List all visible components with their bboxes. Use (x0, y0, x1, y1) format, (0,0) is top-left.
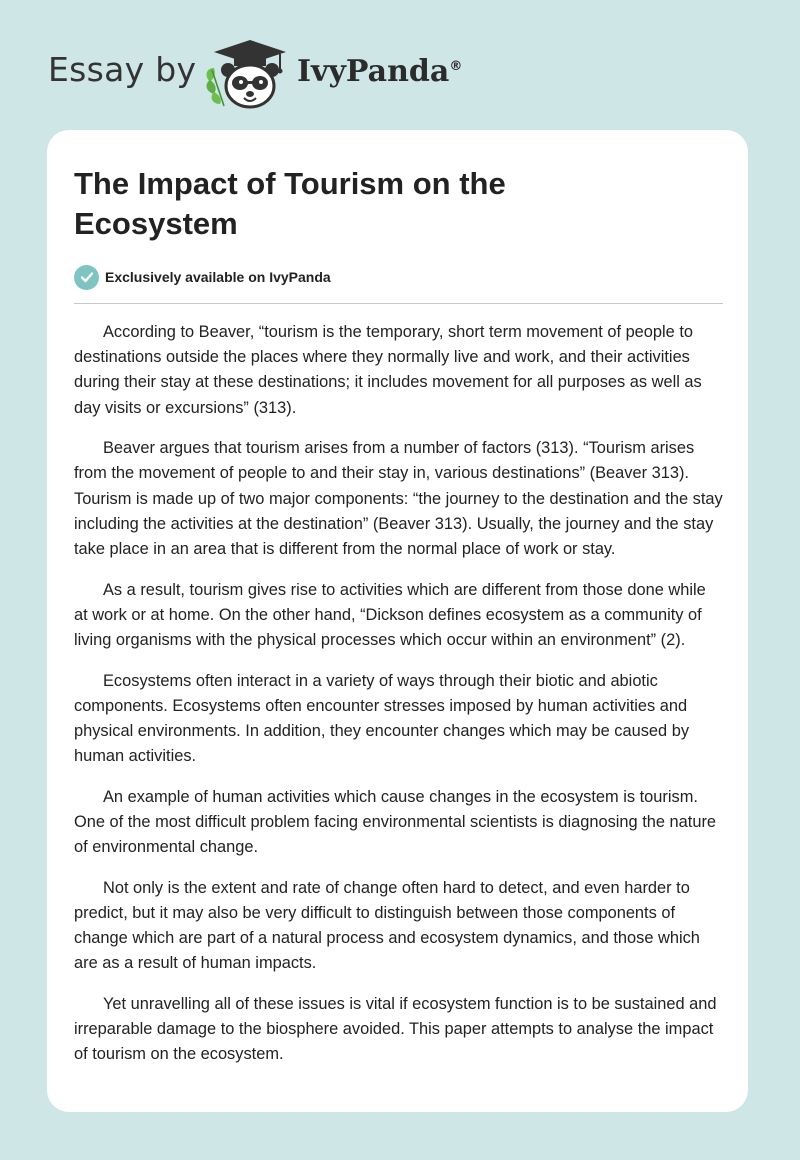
divider (74, 303, 723, 304)
essay-body (74, 320, 723, 1083)
essay-card (47, 130, 748, 1112)
brand-name[interactable] (297, 54, 462, 89)
paragraph-1: According to Beaver, “tourism is the temporary, short term movement of people to destinations outside the places where they normally live and work, and their activities during their stay at these destinations; it includes movement for all purposes as well as day visits or excursions” (313). (74, 323, 702, 417)
registered-mark: ® (449, 59, 463, 74)
paragraph-4: Ecosystems often interact in a variety of ways through their biotic and abiotic components. Ecosystems often encounter stresses imposed by human activities and physical environments. In addition, they encounter changes which may be caused by human activities. (74, 671, 690, 766)
essay-by-label: Essay by (48, 50, 197, 89)
panda-graduate-icon[interactable] (200, 36, 292, 110)
paragraph-6: Not only is the extent and rate of change often hard to detect, and even harder to predict, but it may also be very difficult to distinguish between those components of change which are part of a natural process and ecosystem dynamics, and those which are as a result of human impacts. (74, 878, 700, 973)
exclusive-badge (74, 264, 331, 290)
paragraph-7: Yet unravelling all of these issues is vital if ecosystem function is to be sustained and irreparable damage to the biosphere avoided. This paper attempts to analyse the impact of tourism on the ecosystem. (74, 995, 717, 1064)
paragraph-3: As a result, tourism gives rise to activities which are different from those done while at work or at home. On the other hand, “Dickson defines ecosystem as a community of living organisms with the physical processes which occur within an environment” (2). (74, 580, 706, 650)
site-header (0, 0, 800, 130)
brand-label: IvyPanda (297, 54, 450, 89)
page-title: The Impact of Tourism on the Ecosystem (74, 166, 506, 241)
badge-label: Exclusively available on IvyPanda (105, 269, 331, 285)
check-icon (74, 265, 99, 290)
paragraph-5: An example of human activities which cause changes in the ecosystem is tourism. One of the most difficult problem facing environmental scientists is diagnosing the nature of environmental change. (74, 787, 717, 857)
paragraph-2: Beaver argues that tourism arises from a number of factors (313). “Tourism arises from the movement of people to and their stay in, various destinations” (Beaver 313). Tourism is made up of two major components: “the journey to the destination and the stay including the activities at the destination” (Beaver 313). Usually, the journey and the stay take place in an area that is different from the normal place of work or stay. (74, 439, 723, 559)
